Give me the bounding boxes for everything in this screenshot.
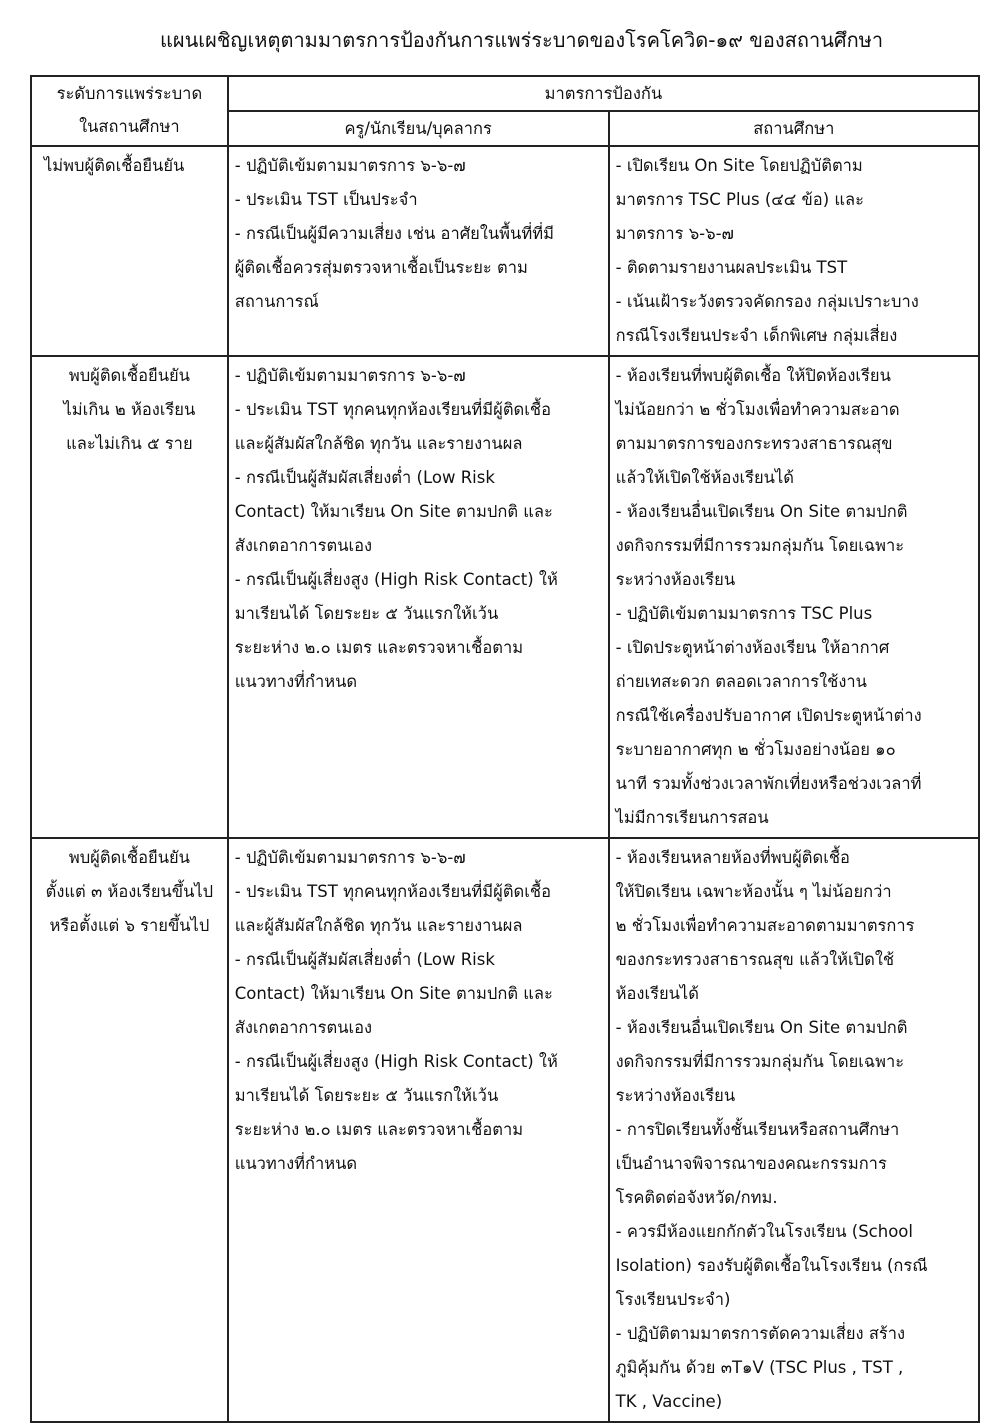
school-measures-cell-line: - ห้องเรียนที่พบผู้ติดเชื้อ ให้ปิดห้องเรียน [615, 366, 891, 385]
school-measures-cell-line: - ปฏิบัติตามมาตรการตัดความเสี่ยง สร้าง [615, 1324, 906, 1343]
people-measures-cell-line: ระยะห่าง ๒.๐ เมตร และตรวจหาเชื้อตาม [234, 638, 524, 657]
school-measures-cell-line: ของกระทรวงสาธารณสุข แล้วให้เปิดใช้ [615, 950, 895, 969]
school-measures-cell-line: ให้ปิดเรียน เฉพาะห้องนั้น ๆ ไม่น้อยกว่า [615, 882, 892, 901]
people-measures-cell-line: - ปฏิบัติเข้มตามมาตรการ ๖-๖-๗ [234, 156, 466, 175]
people-measures-cell-line: - กรณีเป็นผู้สัมผัสเสี่ยงต่ำ (Low Risk [234, 950, 495, 969]
school-measures-cell-line: ไม่น้อยกว่า ๒ ชั่วโมงเพื่อทำความสะอาด [615, 400, 900, 419]
people-measures-cell-line: และผู้สัมผัสใกล้ชิด ทุกวัน และรายงานผล [234, 434, 523, 453]
people-measures-cell [228, 146, 609, 356]
people-measures-cell-line: - ประเมิน TST เป็นประจำ [234, 190, 418, 209]
people-measures-cell-line: แนวทางที่กำหนด [234, 672, 358, 691]
school-measures-cell-line: ห้องเรียนได้ [615, 984, 699, 1003]
people-measures-cell-line: ผู้ติดเชื้อควรสุ่มตรวจหาเชื้อเป็นระยะ ตาม [234, 258, 528, 277]
school-measures-cell-line: - เปิดเรียน On Site โดยปฏิบัติตาม [615, 156, 863, 175]
school-measures-cell [609, 838, 979, 1422]
school-measures-cell-line: - เปิดประตูหน้าต่างห้องเรียน ให้อากาศ [615, 638, 890, 657]
school-measures-cell-line: - ห้องเรียนหลายห้องที่พบผู้ติดเชื้อ [615, 848, 850, 867]
school-measures-cell-line: กรณีใช้เครื่องปรับอากาศ เปิดประตูหน้าต่าง [615, 706, 922, 725]
document-title: แผนเผชิญเหตุตามมาตรการป้องกันการแพร่ระบาดของโรคโควิด-๑๙ ของสถานศึกษา [160, 28, 884, 52]
people-measures-cell-line: สถานการณ์ [234, 292, 319, 311]
header-people: ครู/นักเรียน/บุคลากร [228, 111, 609, 146]
level-cell-line: ตั้งแต่ ๓ ห้องเรียนขึ้นไป [45, 882, 214, 901]
school-measures-cell-line: - ควรมีห้องแยกกักตัวในโรงเรียน (School [615, 1222, 913, 1241]
school-measures-cell-line: มาตรการ TSC Plus (๔๔ ข้อ) และ [615, 190, 864, 209]
people-measures-cell-line: - ประเมิน TST ทุกคนทุกห้องเรียนที่มีผู้ติดเชื้อ [234, 400, 552, 419]
school-measures-cell-line: - การปิดเรียนทั้งชั้นเรียนหรือสถานศึกษา [615, 1120, 900, 1139]
school-measures-cell-line: - ห้องเรียนอื่นเปิดเรียน On Site ตามปกติ [615, 1018, 908, 1037]
level-cell-line: ไม่พบผู้ติดเชื้อยืนยัน [44, 156, 185, 175]
school-measures-cell-line: งดกิจกรรมที่มีการรวมกลุ่มกัน โดยเฉพาะ [615, 536, 905, 555]
header-level [31, 76, 228, 146]
school-measures-cell-line: ระบายอากาศทุก ๒ ชั่วโมงอย่างน้อย ๑๐ [615, 740, 896, 759]
people-measures-cell-line: - กรณีเป็นผู้เสี่ยงสูง (High Risk Contact) ให้ [234, 570, 558, 589]
school-measures-cell-line: ระหว่างห้องเรียน [615, 1086, 736, 1105]
school-measures-cell-line: TK , Vaccine) [615, 1392, 723, 1411]
people-measures-cell-line: - ประเมิน TST ทุกคนทุกห้องเรียนที่มีผู้ติดเชื้อ [234, 882, 552, 901]
school-measures-cell [609, 146, 979, 356]
people-measures-cell [228, 838, 609, 1422]
level-cell-line: และไม่เกิน ๕ ราย [66, 434, 193, 453]
people-measures-cell-line: - กรณีเป็นผู้สัมผัสเสี่ยงต่ำ (Low Risk [234, 468, 495, 487]
table-row [31, 838, 979, 1422]
people-measures-cell-line: มาเรียนได้ โดยระยะ ๕ วันแรกให้เว้น [234, 1086, 499, 1105]
header-level-line: ในสถานศึกษา [79, 117, 180, 136]
school-measures-cell-line: - ติดตามรายงานผลประเมิน TST [615, 258, 848, 277]
header-measures: มาตรการป้องกัน [228, 76, 979, 111]
school-measures-cell-line: ภูมิคุ้มกัน ด้วย ๓T๑V (TSC Plus , TST , [615, 1358, 904, 1377]
level-cell-line: ไม่เกิน ๒ ห้องเรียน [63, 400, 196, 419]
school-measures-cell-line: งดกิจกรรมที่มีการรวมกลุ่มกัน โดยเฉพาะ [615, 1052, 905, 1071]
school-measures-cell [609, 356, 979, 838]
level-cell [31, 146, 228, 356]
people-measures-cell-line: สังเกตอาการตนเอง [234, 536, 373, 555]
school-measures-cell-line: โรงเรียนประจำ) [615, 1290, 731, 1309]
school-measures-cell-line: Isolation) รองรับผู้ติดเชื้อในโรงเรียน (กรณี [615, 1256, 928, 1275]
level-cell-line: พบผู้ติดเชื้อยืนยัน [68, 366, 190, 385]
school-measures-cell-line: เป็นอำนาจพิจารณาของคณะกรรมการ [615, 1154, 887, 1173]
table-row [31, 146, 979, 356]
people-measures-cell-line: และผู้สัมผัสใกล้ชิด ทุกวัน และรายงานผล [234, 916, 523, 935]
level-cell-line: พบผู้ติดเชื้อยืนยัน [68, 848, 190, 867]
school-measures-cell-line: - ปฏิบัติเข้มตามมาตรการ TSC Plus [615, 604, 873, 623]
school-measures-cell-line: - เน้นเฝ้าระวังตรวจคัดกรอง กลุ่มเปราะบาง [615, 292, 919, 311]
school-measures-cell-line: แล้วให้เปิดใช้ห้องเรียนได้ [615, 468, 794, 487]
school-measures-cell-line: กรณีโรงเรียนประจำ เด็กพิเศษ กลุ่มเสี่ยง [615, 326, 898, 345]
school-measures-cell-line: ถ่ายเทสะดวก ตลอดเวลาการใช้งาน [615, 672, 867, 691]
people-measures-cell-line: - กรณีเป็นผู้เสี่ยงสูง (High Risk Contact) ให้ [234, 1052, 558, 1071]
school-measures-cell-line: ตามมาตรการของกระทรวงสาธารณสุข [615, 434, 893, 453]
people-measures-cell-line: สังเกตอาการตนเอง [234, 1018, 373, 1037]
table-row [31, 356, 979, 838]
school-measures-cell-line: ระหว่างห้องเรียน [615, 570, 736, 589]
school-measures-cell-line: โรคติดต่อจังหวัด/กทม. [615, 1188, 778, 1207]
people-measures-cell-line: - ปฏิบัติเข้มตามมาตรการ ๖-๖-๗ [234, 366, 466, 385]
people-measures-cell-line: มาเรียนได้ โดยระยะ ๕ วันแรกให้เว้น [234, 604, 499, 623]
people-measures-cell-line: - ปฏิบัติเข้มตามมาตรการ ๖-๖-๗ [234, 848, 466, 867]
level-cell [31, 356, 228, 838]
people-measures-cell [228, 356, 609, 838]
school-measures-cell-line: นาที รวมทั้งช่วงเวลาพักเที่ยงหรือช่วงเวลาที่ [615, 774, 922, 793]
people-measures-cell-line: Contact) ให้มาเรียน On Site ตามปกติ และ [234, 502, 553, 521]
header-row-1 [31, 76, 979, 111]
level-cell [31, 838, 228, 1422]
people-measures-cell-line: Contact) ให้มาเรียน On Site ตามปกติ และ [234, 984, 553, 1003]
people-measures-cell-line: แนวทางที่กำหนด [234, 1154, 358, 1173]
header-level-line: ระดับการแพร่ระบาด [56, 84, 203, 103]
school-measures-cell-line: มาตรการ ๖-๖-๗ [615, 224, 734, 243]
people-measures-cell-line: ระยะห่าง ๒.๐ เมตร และตรวจหาเชื้อตาม [234, 1120, 524, 1139]
school-measures-cell-line: ๒ ชั่วโมงเพื่อทำความสะอาดตามมาตรการ [615, 916, 915, 935]
level-cell-line: หรือตั้งแต่ ๖ รายขึ้นไป [49, 916, 210, 935]
header-school: สถานศึกษา [609, 111, 979, 146]
response-plan-table [30, 75, 980, 1423]
school-measures-cell-line: - ห้องเรียนอื่นเปิดเรียน On Site ตามปกติ [615, 502, 908, 521]
people-measures-cell-line: - กรณีเป็นผู้มีความเสี่ยง เช่น อาศัยในพื้นที่ที่มี [234, 224, 554, 243]
school-measures-cell-line: ไม่มีการเรียนการสอน [615, 808, 769, 827]
